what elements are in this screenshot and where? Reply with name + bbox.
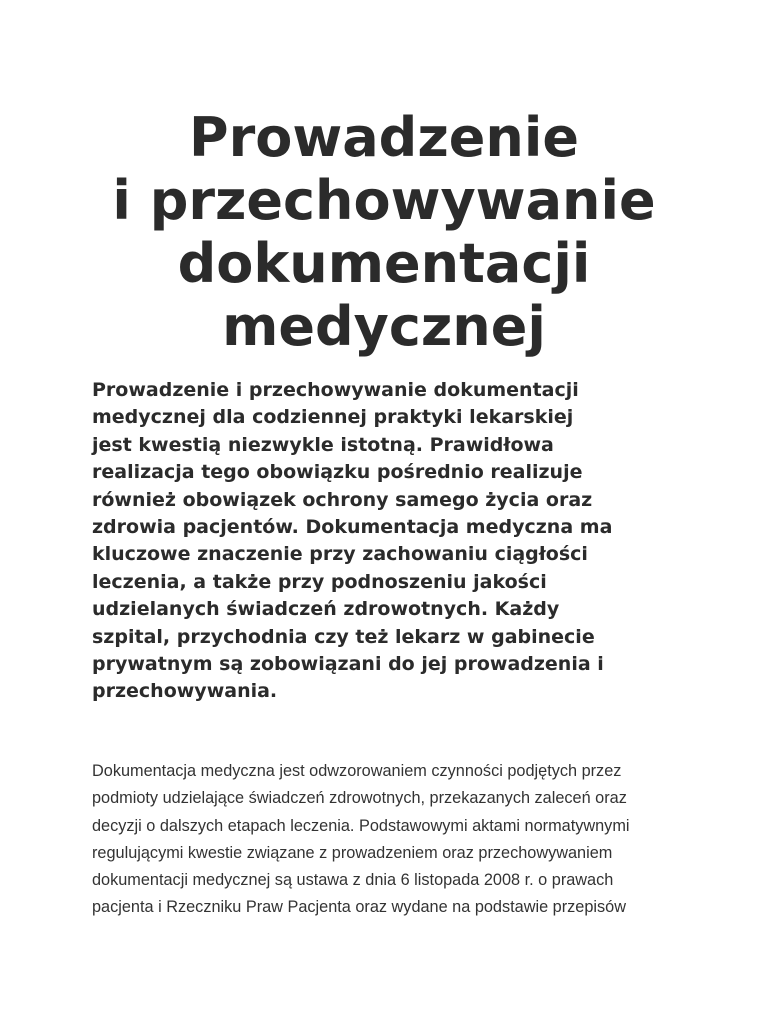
lead-line: Prowadzenie i przechowywanie dokumentacji <box>92 379 579 401</box>
page-title <box>60 106 708 358</box>
title-line: Prowadzenie <box>189 106 579 169</box>
lead-line: jest kwestią niezwykle istotną. Prawidłowa <box>92 433 554 456</box>
lead-line: zdrowia pacjentów. Dokumentacja medyczna ma <box>92 516 613 539</box>
lead-line: realizacja tego obowiązku pośrednio realizuje <box>92 461 583 484</box>
title-line: medycznej <box>222 295 546 358</box>
body-line: podmioty udzielające świadczeń zdrowotnych, przekazanych zaleceń oraz <box>92 789 627 808</box>
lead-line: medycznej dla codziennej praktyki lekarskiej <box>92 406 574 429</box>
lead-line: leczenia, a także przy podnoszeniu jakości <box>92 570 547 593</box>
title-line: i przechowywanie <box>112 169 656 232</box>
body-line: Dokumentacja medyczna jest odwzorowaniem czynności podjętych przez <box>92 762 622 780</box>
body-paragraph <box>92 758 692 922</box>
lead-line: kluczowe znaczenie przy zachowaniu ciągłości <box>92 543 588 566</box>
title-line: dokumentacji <box>177 232 591 295</box>
lead-line: również obowiązek ochrony samego życia oraz <box>92 488 593 511</box>
lead-line: udzielanych świadczeń zdrowotnych. Każdy <box>92 598 560 621</box>
body-line: decyzji o dalszych etapach leczenia. Podstawowymi aktami normatywnymi <box>92 816 630 835</box>
body-line: pacjenta i Rzeczniku Praw Pacjenta oraz wydane na podstawie przepisów <box>92 898 626 917</box>
lead-line: przechowywania. <box>92 680 278 703</box>
body-line: dokumentacji medycznej są ustawa z dnia 6 listopada 2008 r. o prawach <box>92 871 614 890</box>
lead-line: prywatnym są zobowiązani do jej prowadzenia i <box>92 653 604 676</box>
lead-line: szpital, przychodnia czy też lekarz w gabinecie <box>92 625 595 648</box>
lead-paragraph <box>92 377 692 706</box>
body-line: regulującymi kwestie związane z prowadzeniem oraz przechowywaniem <box>92 843 613 862</box>
